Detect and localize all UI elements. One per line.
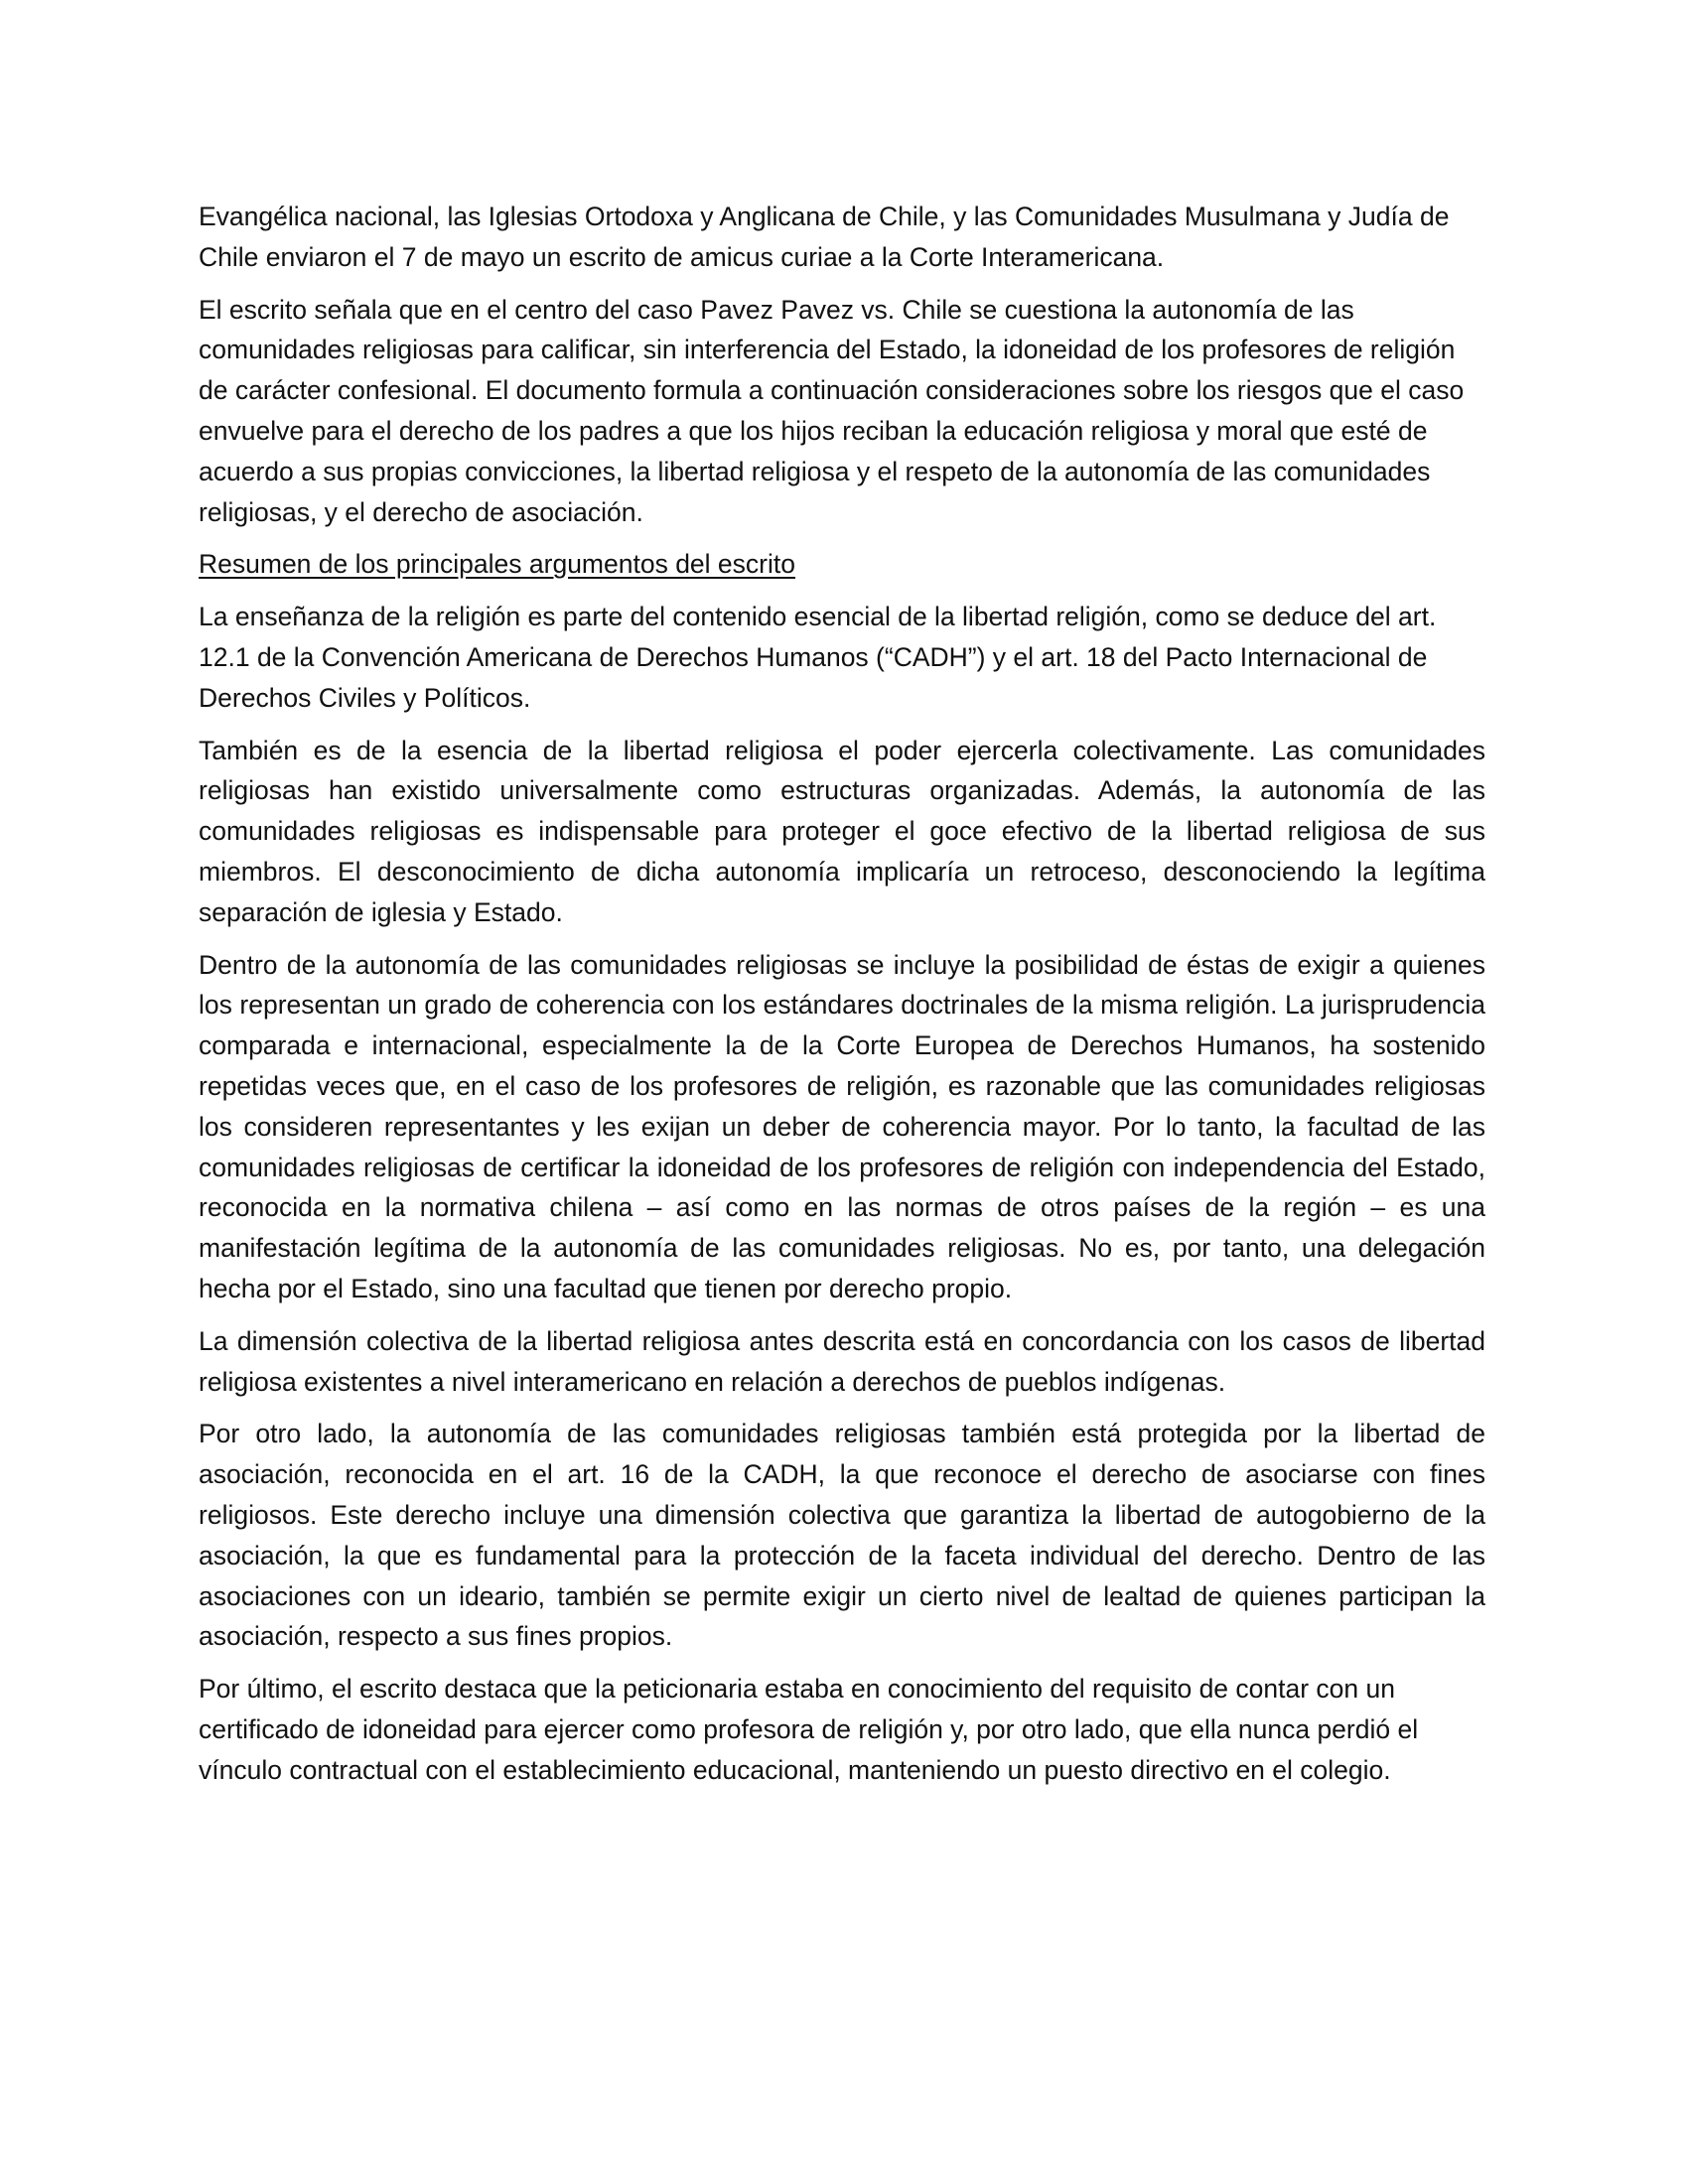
paragraph-argument-3: Dentro de la autonomía de las comunidades religiosas se incluye la posibilidad de éstas de exigir a quienes los representan un grado de coherencia con los estándares doctrinales de la misma religión. La jurisprudencia comparada e internacional, especialmente la de la Corte Europea de Derechos Humanos, ha sostenido repetidas veces que, en el caso de los profesores de religión, es razonable que las comunidades religiosas los consideren representantes y les exijan un deber de coherencia mayor. Por lo tanto, la facultad de las comunidades religiosas de certificar la idoneidad de los profesores de religión con independencia del Estado, reconocida en la normativa chilena – así como en las normas de otros países de la región – es una manifestación legítima de la autonomía de las comunidades religiosas. No es, por tanto, una delegación hecha por el Estado, sino una facultad que tienen por derecho propio. — [199, 949, 1485, 1303]
document-page — [199, 197, 1485, 1802]
paragraph-argument-6: Por último, el escrito destaca que la peticionaria estaba en conocimiento del requisito de contar con un certificado de idoneidad para ejercer como profesora de religión y, por otro lado, que ella nunca perdió el vínculo contractual con el establecimiento educacional, manteniendo un puesto directivo en el colegio. — [199, 1674, 1419, 1785]
section-heading: Resumen de los principales argumentos del escrito — [199, 549, 795, 580]
paragraph-argument-5: Por otro lado, la autonomía de las comunidades religiosas también está protegida por la libertad de asociación, reconocida en el art. 16 de la CADH, la que reconoce el derecho de asociarse con fines religiosos. Este derecho incluye una dimensión colectiva que garantiza la libertad de autogobierno de la asociación, la que es fundamental para la protección de la faceta individual del derecho. Dentro de las asociaciones con un ideario, también se permite exigir un cierto nivel de lealtad de quienes participan la asociación, respecto a sus fines propios. — [199, 1419, 1485, 1652]
paragraph-intro: Evangélica nacional, las Iglesias Ortodoxa y Anglicana de Chile, y las Comunidades Musulmana y Judía de Chile enviaron el 7 de mayo un escrito de amicus curiae a la Corte Interamericana. — [199, 202, 1450, 272]
paragraph-argument-4: La dimensión colectiva de la libertad religiosa antes descrita está en concordancia con los casos de libertad religiosa existentes a nivel interamericano en relación a derechos de pueblos indígenas. — [199, 1325, 1485, 1397]
paragraph-case-summary: El escrito señala que en el centro del caso Pavez Pavez vs. Chile se cuestiona la autonomía de las comunidades religiosas para calificar, sin interferencia del Estado, la idoneidad de los profesores de religión de carácter confesional. El documento formula a continuación consideraciones sobre los riesgos que el caso envuelve para el derecho de los padres a que los hijos reciban la educación religiosa y moral que esté de acuerdo a sus propias convicciones, la libertad religiosa y el respeto de la autonomía de las comunidades religiosas, y el derecho de asociación. — [199, 294, 1465, 527]
paragraph-argument-2: También es de la esencia de la libertad religiosa el poder ejercerla colectivamente. Las comunidades religiosas han existido universalmente como estructuras organizadas. Además, la autonomía de las comunidades religiosas es indispensable para proteger el goce efectivo de la libertad religiosa de sus miembros. El desconocimiento de dicha autonomía implicaría un retroceso, desconociendo la legítima separación de iglesia y Estado. — [199, 735, 1485, 927]
paragraph-argument-1: La enseñanza de la religión es parte del contenido esencial de la libertad religión, como se deduce del art. 12.1 de la Convención Americana de Derechos Humanos (“CADH”) y el art. 18 del Pacto Internacional de Derechos Civiles y Políticos. — [199, 602, 1437, 713]
